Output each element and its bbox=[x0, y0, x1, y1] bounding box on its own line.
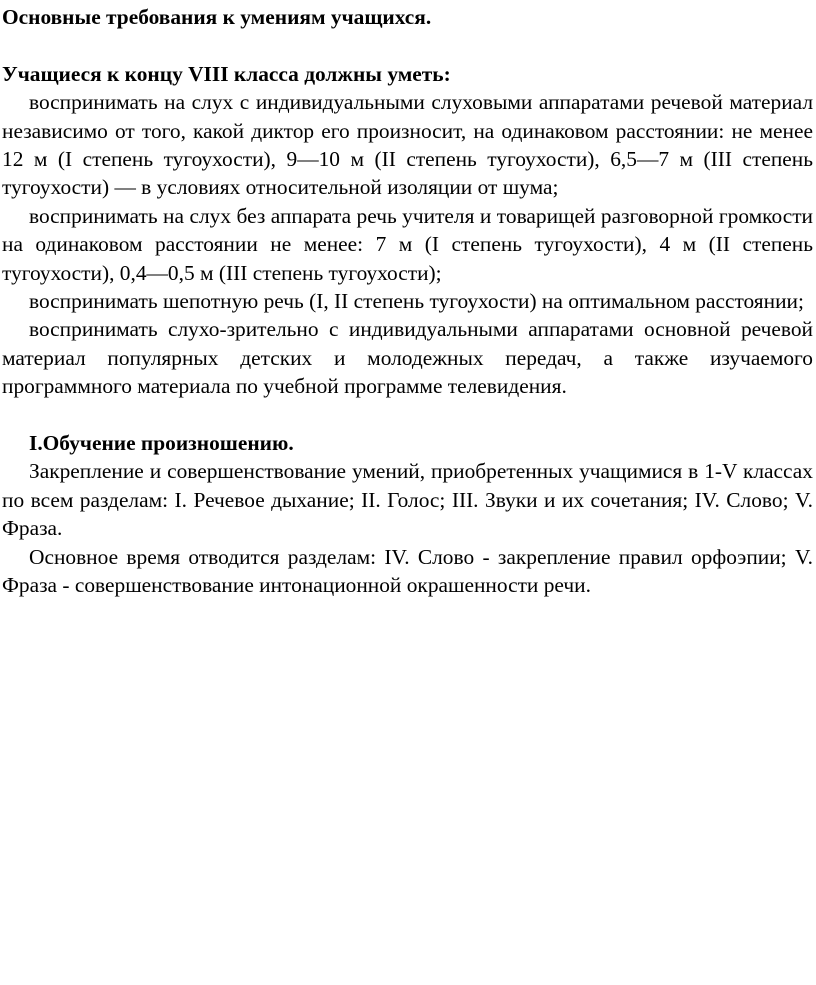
requirement-paragraph: воспринимать на слух без аппарата речь учителя и товарищей разговорной громкости на одинаковом расстоянии не менее: 7 м (I степень тугоухости), 4 м (II степень тугоухости), 0,4—0,5 м (III степень тугоухости); bbox=[2, 203, 813, 285]
grade-heading: Учащиеся к концу VIII класса должны уметь: bbox=[2, 61, 451, 86]
document-title: Основные требования к умениям учащихся. bbox=[2, 5, 432, 29]
section-paragraph: Закрепление и совершенствование умений, приобретенных учащимися в 1-V классах по всем разделам: I. Речевое дыхание; II. Голос; III. Звуки и их сочетания; IV. Слово; V. Фраза. bbox=[2, 459, 813, 541]
spacer bbox=[2, 401, 813, 429]
section-paragraph: Основное время отводится разделам: IV. Слово - закрепление правил орфоэпии; V. Фраза - совершенствование интонационной окрашенности речи. bbox=[2, 544, 813, 598]
requirement-paragraph: воспринимать на слух с индивидуальными слуховыми аппаратами речевой материал независимо от того, какой диктор его произносит, на одинаковом расстоянии: не менее 12 м (I степень тугоухости), 9—10 м (II степень тугоухости), 6,5—7 м (III степень тугоухости) — в условиях относительной изоляции от шума; bbox=[2, 90, 813, 200]
requirement-paragraph: воспринимать шепотную речь (I, II степень тугоухости) на оптимальном расстоянии; bbox=[29, 289, 804, 314]
requirement-paragraph: воспринимать слухо-зрительно с индивидуальными аппаратами основной речевой материал популярных детских и молодежных передач, а также изучаемого программного материала по учебной программе телевидения. bbox=[2, 317, 813, 399]
section-heading: I.Обучение произношению. bbox=[29, 431, 294, 456]
spacer bbox=[2, 31, 813, 59]
